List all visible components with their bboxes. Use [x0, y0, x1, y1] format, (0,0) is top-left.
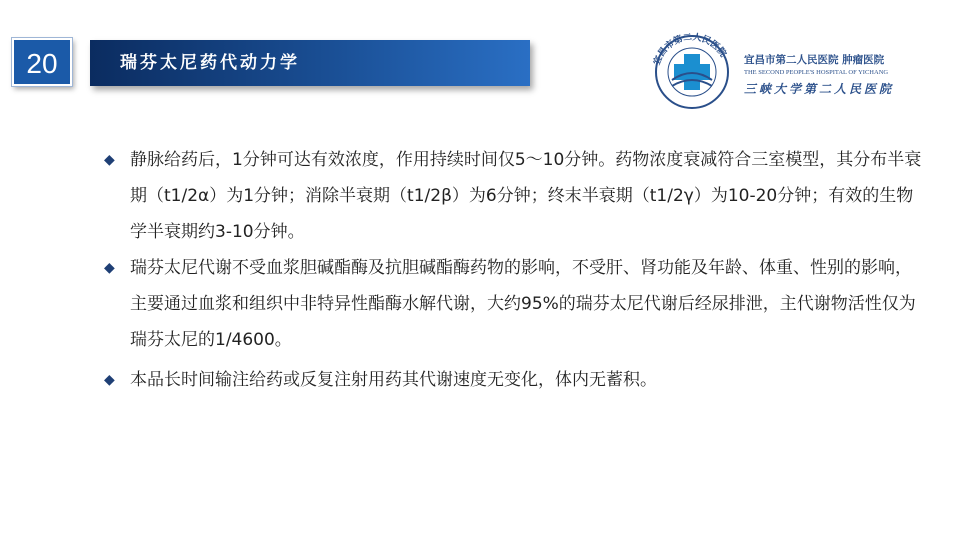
bullet-text: 静脉给药后，1分钟可达有效浓度，作用持续时间仅5～10分钟。药物浓度衰减符合三室模型，其分布半衰期（t1/2α）为1分钟；消除半衰期（t1/2β）为6分钟；终末半衰期（t1/2γ）为10-20分钟；有效的生物学半衰期约3-10分钟。	[130, 150, 922, 242]
bullet-item	[104, 250, 924, 358]
bullet-item	[104, 142, 924, 250]
content-area	[104, 142, 924, 398]
slide-number: 20	[12, 38, 72, 86]
diamond-bullet-icon: ◆	[104, 152, 115, 168]
bullet-item	[104, 362, 924, 398]
hospital-logo	[644, 30, 944, 110]
title-bar	[90, 40, 530, 86]
bullet-text: 瑞芬太尼代谢不受血浆胆碱酯酶及抗胆碱酯酶药物的影响，不受肝、肾功能及年龄、体重、性别的影响，主要通过血浆和组织中非特异性酯酶水解代谢，大约95%的瑞芬太尼代谢后经尿排泄，主代谢物活性仅为瑞芬太尼的1/4600。	[130, 258, 916, 350]
hospital-emblem-icon	[644, 30, 740, 110]
bullet-text: 本品长时间输注给药或反复注射用药其代谢速度无变化，体内无蓄积。	[130, 370, 657, 390]
diamond-bullet-icon: ◆	[104, 260, 115, 276]
hospital-name-cn: 宜昌市第二人民医院 肿瘤医院	[744, 54, 885, 66]
emblem-text: 宜昌市第二人民医院	[652, 32, 728, 67]
slide-title: 瑞芬太尼药代动力学	[120, 53, 300, 73]
diamond-bullet-icon: ◆	[104, 372, 115, 388]
hospital-name-university: 三峡大学第二人民医院	[744, 82, 895, 96]
hospital-name-en: THE SECOND PEOPLE'S HOSPITAL OF YICHANG	[744, 69, 889, 76]
